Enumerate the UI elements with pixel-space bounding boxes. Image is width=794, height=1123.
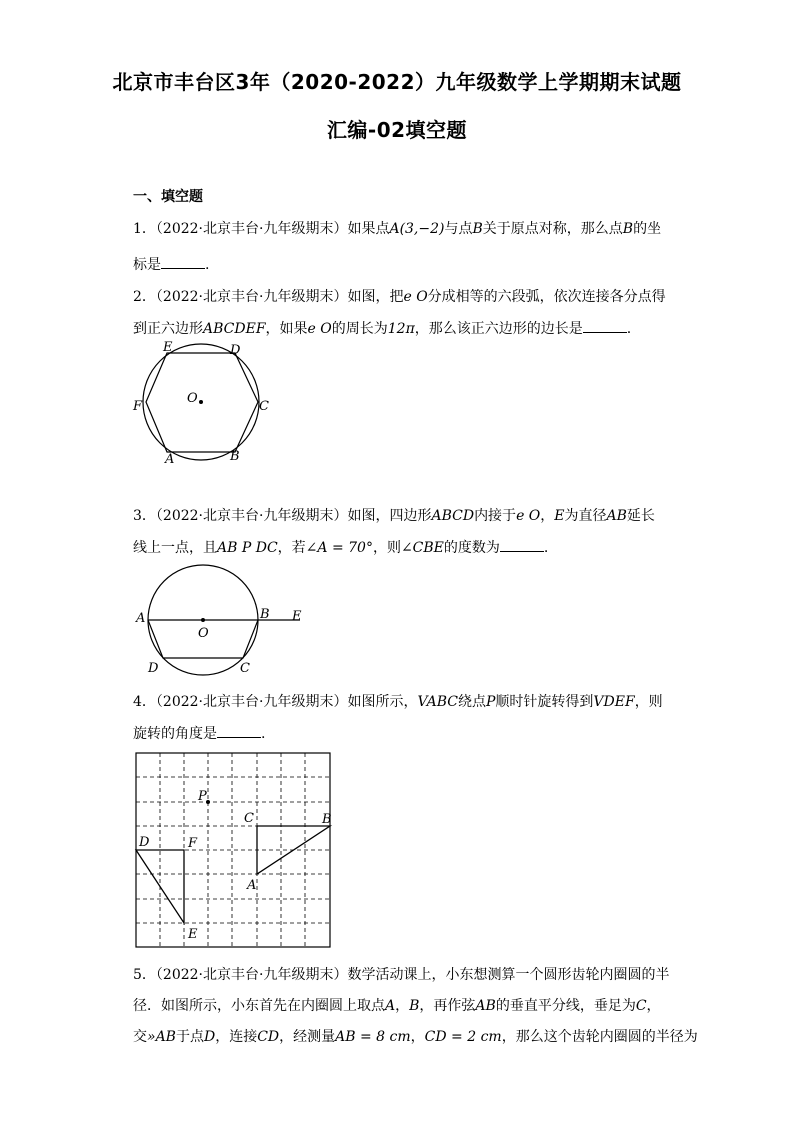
label-c: C bbox=[244, 811, 254, 826]
q3-quad: ABCD bbox=[431, 508, 475, 524]
label-b: B bbox=[322, 812, 332, 827]
q3-number: 3． bbox=[133, 508, 156, 524]
q3-line-2 bbox=[133, 537, 548, 557]
q4-triangle: VABC bbox=[417, 694, 458, 710]
q3-text: 线上一点，且 bbox=[133, 540, 217, 556]
q3-text: 的度数为 bbox=[443, 540, 500, 556]
q5-line-1 bbox=[133, 964, 669, 984]
q5-number: 5． bbox=[133, 967, 156, 983]
q2-text: ，如果 bbox=[265, 321, 308, 337]
q5-arc: »AB bbox=[147, 1029, 176, 1045]
q2-text: 分成相等的六段弧，依次连接各分点得 bbox=[427, 289, 666, 305]
q4-text: ，则 bbox=[634, 694, 663, 710]
q1-text: 如果点 bbox=[347, 221, 390, 237]
q5-text: ，那么这个齿轮内圈圆的半径为 bbox=[501, 1029, 698, 1045]
label-e: E bbox=[163, 340, 173, 355]
q1-number: 1． bbox=[133, 221, 156, 237]
q3-text: . bbox=[543, 540, 549, 556]
page-title-line-2: 汇编-02填空题 bbox=[326, 118, 468, 142]
answer-blank[interactable] bbox=[583, 319, 627, 333]
q5-point-b: B bbox=[409, 998, 420, 1014]
q2-perimeter: 12π bbox=[387, 321, 415, 337]
q1-line-1 bbox=[133, 218, 661, 238]
q1-point-a: A(3,−2) bbox=[389, 221, 445, 237]
q3-text: 为直径 bbox=[564, 508, 607, 524]
q5-text: 的垂直平分线，垂足为 bbox=[495, 998, 636, 1014]
hexagon-figure bbox=[130, 338, 275, 468]
q3-text: 内接于 bbox=[474, 508, 517, 524]
q5-point-a: A bbox=[385, 998, 396, 1014]
q4-text: 如图所示， bbox=[347, 694, 418, 710]
q2-text: 的周长为 bbox=[331, 321, 388, 337]
q3-angle: ∠A = 70° bbox=[305, 540, 373, 556]
answer-blank[interactable] bbox=[500, 538, 544, 552]
q4-text: 顺时针旋转得到 bbox=[495, 694, 594, 710]
q5-text: ， bbox=[646, 998, 661, 1014]
label-a: A bbox=[165, 452, 175, 467]
q2-number: 2． bbox=[133, 289, 156, 305]
q3-angle: ∠CBE bbox=[400, 540, 444, 556]
q3-text: 如图，四边形 bbox=[347, 508, 432, 524]
center-point bbox=[201, 618, 205, 622]
q1-point-b: B bbox=[472, 221, 483, 237]
label-o: O bbox=[198, 626, 209, 641]
q4-number: 4． bbox=[133, 694, 156, 710]
q4-triangle: VDEF bbox=[593, 694, 635, 710]
q5-ab: AB bbox=[475, 998, 496, 1014]
q5-source: （2022·北京丰台·九年级期末） bbox=[155, 967, 348, 983]
label-d: D bbox=[230, 343, 241, 358]
q2-line-2 bbox=[133, 318, 631, 338]
label-f: F bbox=[133, 399, 143, 414]
q2-text: 如图，把 bbox=[347, 289, 404, 305]
q1-text: 标是 bbox=[133, 257, 161, 273]
page-title-line-1: 北京市丰台区3年（2020-2022）九年级数学上学期期末试题 bbox=[112, 70, 682, 94]
label-p: P bbox=[198, 789, 207, 804]
q3-ab: AB bbox=[606, 508, 627, 524]
q2-text: ，那么该正六边形的边长是 bbox=[414, 321, 583, 337]
label-o: O bbox=[187, 391, 198, 406]
q4-text: 旋转的角度是 bbox=[133, 726, 217, 742]
q5-line-3 bbox=[133, 1026, 698, 1046]
q5-ab-length: AB = 8 cm bbox=[335, 1029, 411, 1045]
q5-line-2 bbox=[133, 995, 661, 1015]
q5-text: 交 bbox=[133, 1029, 147, 1045]
q2-circle: e O bbox=[307, 321, 332, 337]
label-b: B bbox=[260, 607, 270, 622]
section-heading: 一、填空题 bbox=[133, 189, 203, 205]
q3-text: ，则 bbox=[372, 540, 401, 556]
q3-line-1 bbox=[133, 505, 655, 525]
rotation-grid-figure bbox=[130, 748, 340, 953]
quadrilateral-figure bbox=[130, 560, 310, 680]
label-c: C bbox=[240, 661, 250, 676]
q5-text: ，经测量 bbox=[279, 1029, 336, 1045]
q4-line-2 bbox=[133, 723, 265, 743]
q4-point-p: P bbox=[485, 694, 496, 710]
q3-point-e: E bbox=[554, 508, 565, 524]
q5-point-d: D bbox=[203, 1029, 216, 1045]
q4-text: . bbox=[261, 726, 266, 742]
label-c: C bbox=[259, 399, 269, 414]
q1-text: 关于原点对称，那么点 bbox=[482, 221, 623, 237]
q1-text: . bbox=[205, 257, 210, 273]
q1-text: 的坐 bbox=[633, 221, 662, 237]
answer-blank[interactable] bbox=[161, 255, 205, 269]
q4-source: （2022·北京丰台·九年级期末） bbox=[155, 694, 348, 710]
q1-text: 与点 bbox=[444, 221, 473, 237]
q5-text: 径．如图所示，小东首先在内圈圆上取点 bbox=[133, 998, 385, 1014]
q3-parallel: AB P DC bbox=[217, 540, 278, 556]
q5-point-c: C bbox=[635, 998, 647, 1014]
q2-line-1 bbox=[133, 286, 666, 306]
q2-text: . bbox=[626, 321, 632, 337]
q5-text: ，连接 bbox=[215, 1029, 258, 1045]
q1-line-2 bbox=[133, 254, 209, 274]
q5-cd-length: CD = 2 cm bbox=[424, 1029, 502, 1045]
q5-text: 于点 bbox=[175, 1029, 204, 1045]
label-d: D bbox=[148, 661, 159, 676]
q1-point-b: B bbox=[622, 221, 634, 237]
label-a: A bbox=[136, 611, 146, 626]
q4-line-1 bbox=[133, 691, 663, 711]
q2-source: （2022·北京丰台·九年级期末） bbox=[155, 289, 348, 305]
label-f: F bbox=[188, 836, 198, 851]
answer-blank[interactable] bbox=[217, 724, 261, 738]
q3-text: 延长 bbox=[626, 508, 655, 524]
q5-text: ， bbox=[410, 1029, 425, 1045]
q1-source: （2022·北京丰台·九年级期末） bbox=[155, 221, 348, 237]
label-b: B bbox=[230, 449, 240, 464]
q3-circle: e O bbox=[516, 508, 541, 524]
q2-hexagon: ABCDEF bbox=[203, 321, 266, 337]
label-e: E bbox=[292, 609, 302, 624]
label-e: E bbox=[188, 927, 198, 942]
q3-text: ， bbox=[540, 508, 555, 524]
label-d: D bbox=[139, 835, 150, 850]
q3-text: ，若 bbox=[277, 540, 306, 556]
q4-text: 绕点 bbox=[457, 694, 486, 710]
center-point bbox=[199, 400, 203, 404]
q5-text: ，再作弦 bbox=[419, 998, 476, 1014]
q2-text: 到正六边形 bbox=[133, 321, 203, 337]
q2-circle: e O bbox=[403, 289, 428, 305]
label-a: A bbox=[247, 878, 257, 893]
q5-cd: CD bbox=[257, 1029, 280, 1045]
q5-text: ， bbox=[395, 998, 410, 1014]
q3-source: （2022·北京丰台·九年级期末） bbox=[155, 508, 348, 524]
q5-text: 数学活动课上，小东想测算一个圆形齿轮内圈圆的半 bbox=[347, 967, 670, 983]
